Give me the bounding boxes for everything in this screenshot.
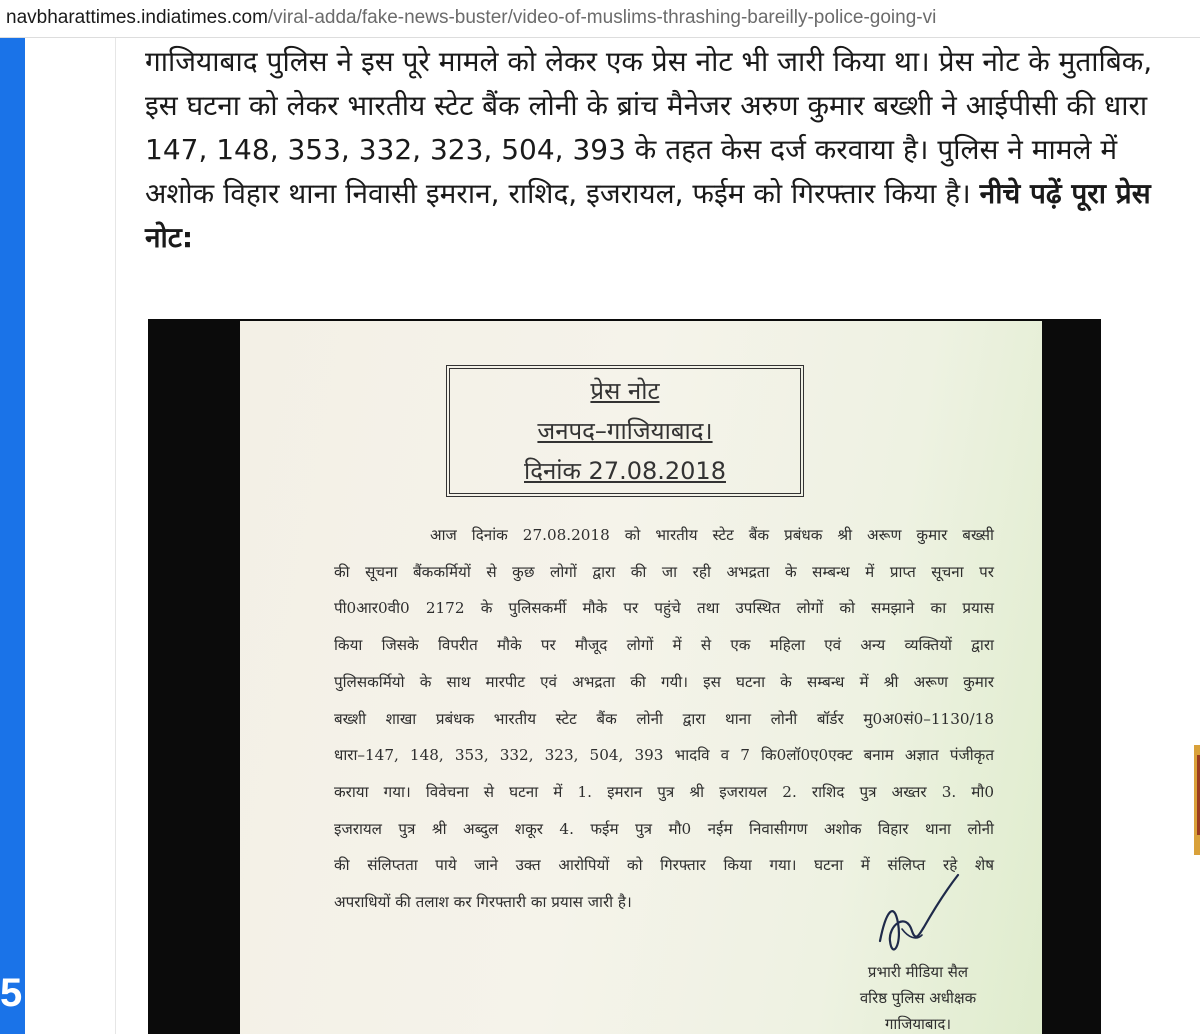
press-note-line: पुलिसकर्मियो के साथ मारपीट एवं अभद्रता की गयी। इस घटना के सम्बन्ध में श्री अरूण कुमार [334, 672, 994, 691]
page-gutter [25, 38, 116, 1034]
signature-block [818, 959, 1018, 1034]
url-domain: navbharattimes.indiatimes.com [6, 7, 268, 28]
press-note-body [334, 517, 994, 921]
press-note-district: जनपद–गाजियाबाद। [537, 417, 713, 445]
sign-line-media-cell: प्रभारी मीडिया सैल [867, 963, 969, 981]
signature-mark [872, 871, 962, 966]
address-bar[interactable] [0, 0, 1200, 38]
press-note-paper [240, 321, 1042, 1034]
press-note-image [148, 319, 1101, 1034]
press-note-line: किया जिसके विपरीत मौके पर मौजूद लोगों में से एक महिला एवं अन्य व्यक्तियों द्वारा [334, 636, 994, 655]
press-note-line: की सूचना बैंककर्मियों से कुछ लोगों द्वारा की जा रही अभद्रता के सम्बन्ध में प्राप्त सूचना पर [334, 562, 994, 581]
sidebar-glyph: 5 [0, 971, 23, 1015]
left-sidebar-strip [0, 38, 25, 1034]
press-note-date: दिनांक 27.08.2018 [524, 457, 726, 485]
press-note-line: कराया गया। विवेचना से घटना में 1. इमरान पुत्र श्री इजरायल 2. राशिद पुत्र अख्तर 3. मौ0 [334, 782, 994, 801]
press-note-line: अपराधियों की तलाश कर गिरफ्तारी का प्रयास जारी है। [334, 893, 632, 912]
press-note-line: इजरायल पुत्र श्री अब्दुल शकूर 4. फईम पुत्र मौ0 नईम निवासीगण अशोक विहार थाना लोनी [334, 819, 994, 838]
press-note-line: आज दिनांक 27.08.2018 को भारतीय स्टेट बैंक प्रबंधक श्री अरूण कुमार बख्सी [430, 526, 994, 544]
sign-line-district: गाजियाबाद। [884, 1015, 952, 1033]
press-note-line: पी0आर0वी0 2172 के पुलिसकर्मी मौके पर पहुंचे तथा उपस्थित लोगों को समझाने का प्रयास [334, 599, 994, 618]
press-note-line: धारा–147, 148, 353, 332, 323, 504, 393 भादवि व 7 कि0लॉ0ए0एक्ट बनाम अज्ञात पंजीकृत [334, 746, 994, 765]
sign-line-sp: वरिष्ठ पुलिस अधीक्षक [859, 989, 977, 1007]
press-note-line: की संलिप्तता पाये जाने उक्त आरोपियों को गिरफ्तार किया गया। घटना में संलिप्त रहे शेष [334, 856, 994, 875]
article-text [145, 40, 1175, 260]
press-note-title-box [446, 365, 804, 497]
read-more-label: नीचे पढ़ें पूरा प्रेस नोट: [145, 177, 1151, 254]
article-paragraph: गाजियाबाद पुलिस ने इस पूरे मामले को लेकर एक प्रेस नोट भी जारी किया था। प्रेस नोट के मुताबिक, इस घटना को लेकर भारतीय स्टेट बैंक लोनी के ब्रांच मैनेजर अरुण कुमार बख्शी ने आईपीसी की धारा 147, 148, 353, 332, 323, 504, 393 के तहत केस दर्ज करवाया है। पुलिस ने मामले में अशोक विहार थाना निवासी इमरान, राशिद, इजरायल, फईम को गिरफ्तार किया है। [145, 45, 1153, 210]
url-path: /viral-adda/fake-news-buster/video-of-muslims-thrashing-bareilly-police-going-vi [267, 7, 937, 28]
press-note-title: प्रेस नोट [590, 377, 660, 405]
press-note-line: बख्शी शाखा प्रबंधक भारतीय स्टेट बैंक लोनी द्वारा थाना लोनी बॉर्डर मु0अ0सं0–1130/18 [334, 709, 994, 728]
